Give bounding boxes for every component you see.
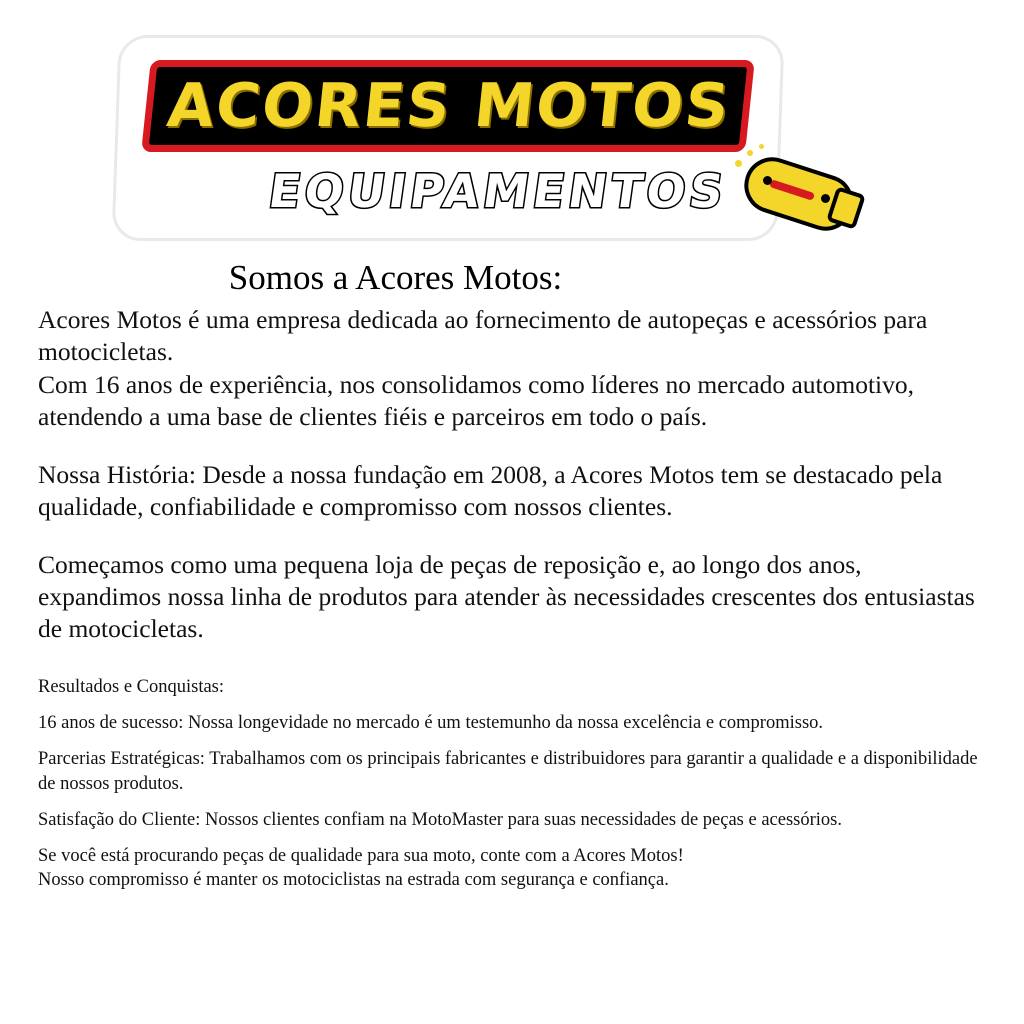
- spacer: [38, 523, 988, 549]
- spacer: [38, 645, 988, 675]
- closing-line-2: Nosso compromisso é manter os motociclistas na estrada com segurança e confiança.: [38, 869, 669, 890]
- growth-paragraph: Começamos como uma pequena loja de peças de reposição e, ao longo dos anos, expandimos nossa linha de produtos para atender às necessidades crescentes dos entusiastas de motocicletas.: [38, 550, 975, 644]
- logo-graphic: [118, 30, 918, 255]
- spray-can-dot: [763, 176, 772, 185]
- closing-line-1: Se você está procurando peças de qualidade para sua moto, conte com a Acores Motos!: [38, 845, 684, 866]
- intro-paragraph-1: Acores Motos é uma empresa dedicada ao fornecimento de autopeças e acessórios para motocicletas.: [38, 305, 928, 367]
- results-heading: Resultados e Conquistas:: [38, 677, 225, 698]
- logo-subtitle: EQUIPAMENTOS: [265, 164, 731, 218]
- spray-can-icon: [733, 138, 883, 258]
- spacer: [38, 832, 988, 844]
- document-body: [38, 258, 988, 892]
- intro-paragraph-2: Com 16 anos de experiência, nos consolidamos como líderes no mercado automotivo, atendendo a uma base de clientes fiéis e parceiros em todo o país.: [38, 369, 915, 431]
- spray-mist-icon: [735, 144, 769, 170]
- brand-logo: [0, 0, 1024, 258]
- result-item: 16 anos de sucesso: Nossa longevidade no mercado é um testemunho da nossa excelência e compromisso.: [38, 713, 824, 734]
- history-paragraph: Nossa História: Desde a nossa fundação em 2008, a Acores Motos tem se destacado pela qualidade, confiabilidade e compromisso com nossos clientes.: [38, 459, 943, 521]
- spray-can-dot: [821, 194, 830, 203]
- spacer: [38, 699, 988, 711]
- spacer: [38, 433, 988, 459]
- result-item: Satisfação do Cliente: Nossos clientes confiam na MotoMaster para suas necessidades de peças e acessórios.: [38, 809, 842, 830]
- logo-brand-name: ACORES MOTOS: [164, 71, 734, 141]
- spacer: [38, 735, 988, 747]
- spacer: [38, 796, 988, 808]
- page-title: Somos a Acores Motos:: [228, 258, 563, 297]
- result-item: Parcerias Estratégicas: Trabalhamos com os principais fabricantes e distribuidores para garantir a qualidade e a disponibilidade de nossos produtos.: [38, 749, 978, 794]
